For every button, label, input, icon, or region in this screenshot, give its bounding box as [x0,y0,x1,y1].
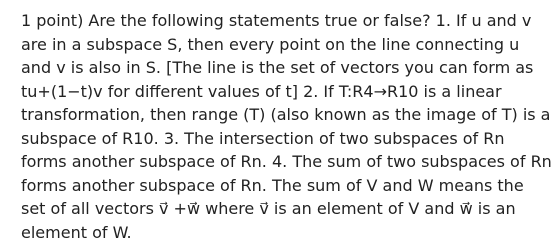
question-text: 1 point) Are the following statements true or false? 1. If u and v are in a subspace S, then every point on the line connecting u and v is also in S. [The line is the set of vectors you can form as tu+(1−t)v for different values of t] 2. If T:R4→R10 is a linear transformation, then range (T) (also known as the image of T) is a subspace of R10. 3. The intersection of two subspaces of Rn forms another subspace of Rn. 4. The sum of two subspaces of Rn forms another subspace of Rn. The sum of V and W means the set of all vectors v⃗ +w⃗ where v⃗ is an element of V and w⃗ is an element of W. [21,11,552,242]
